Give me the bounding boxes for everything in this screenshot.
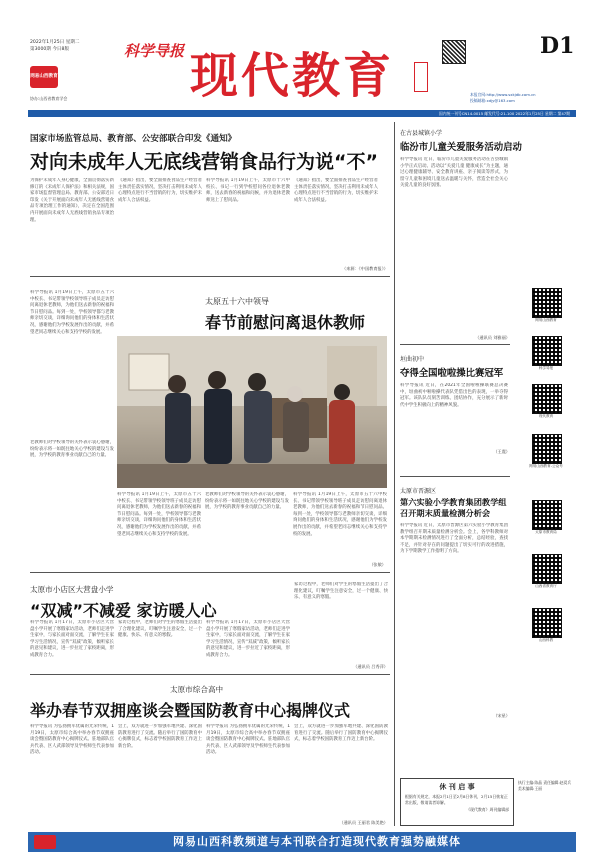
side-story-3 <box>400 480 510 719</box>
side-story-2 <box>400 348 510 455</box>
side-story-1 <box>400 122 522 341</box>
qr-label-1: 网易山西教育 <box>535 318 557 322</box>
notice-box <box>400 778 514 826</box>
section-strip <box>28 110 576 117</box>
double-body-3: 科学导报讯 1月17日，太原市小店区大营盘小学开展了寒假家访活动，老师们走进学生家中，与家长面对面交流，了解学生在家学习生活情况，宣传“双减”政策，倾听家长的意见和建议，进一步拉近了家校距离，形成教育合力。 <box>206 620 290 658</box>
qr-code-5[interactable] <box>532 500 562 530</box>
defense-body-4: 会上，双方就进一步加强军地共建、深化国防教育进行了交流。随后举行了国防教育中心揭牌仪式，标志着学校国防教育工作迈上新台阶。 <box>294 724 388 743</box>
notice-title: 休 刊 启 事 <box>439 783 475 791</box>
teachers-body-3: 科学导报讯 1月19日上午，太原市五十六中校长、书记带领学校领导班子成员走访慰问离退休老教师，为他们送去新春的祝福和节日慰问品。每到一处，学校领导都与老教师亲切交谈，详细询问他们的身体和生活状况，感谢他们为学校发展作出的贡献，并希望老同志继续关心和支持学校的发展。 <box>293 492 387 537</box>
masthead-title: 现代教育 <box>190 48 395 104</box>
teachers-credit: （张敏） <box>369 562 386 567</box>
qr-code-7[interactable] <box>532 608 562 638</box>
defense-headline: 举办春节双拥座谈会暨国防教育中心揭牌仪式 <box>30 701 351 720</box>
teachers-photo-art <box>117 336 387 488</box>
lead-body-col1: 为保护未成年人身心健康，全面贯彻落实新修订的《未成年人保护法》和相关法规，国家市场监督管理总局、教育部、公安部近日印发《关于开展面向未成年人无底线营销食品专项治理工作的通知》，决定在全国范围内开展面向未成年人无底线营销食品专项治理。 <box>30 178 114 223</box>
partner-logo <box>30 66 58 88</box>
double-body-2: 家访过程中，老师们对学生的寒假生活提出了合理化建议，叮嘱学生注意安全，过一个健康、快乐、有意义的寒假。 <box>118 620 202 639</box>
teachers-kicker: 太原五十六中领导 <box>205 297 269 306</box>
masthead-stamp <box>414 62 428 92</box>
masthead-qr[interactable] <box>442 40 466 64</box>
side-story-1-kicker: 在古县城镇小学 <box>400 130 443 137</box>
qr-label-4: 网易山西教育-公众号 <box>529 464 563 468</box>
side-story-1-body: 科学导报讯 近日，临汾市儿童关爱服务活动在古县城镇小学正式启动。活动以“关爱儿童 健康成长”为主题，通过心理健康辅导、安全教育讲座、亲子阅读等形式，为留守儿童和困境儿童送去温暖与关怀，营造全社会关心关爱儿童的良好氛围。 <box>400 157 508 189</box>
defense-body-1: 科学导报讯 为弘扬拥军优属的光荣传统，1月19日，太原市综合高中举办春节双拥座谈会暨国防教育中心揭牌仪式。驻地部队官兵代表、区人武部领导及学校师生代表参加活动。 <box>30 724 114 756</box>
side-story-3-headline: 第六实验小学教育集团教学组召开期末质量检测分析会 <box>400 497 507 518</box>
defense-body-2: 会上，双方就进一步加强军地共建、深化国防教育进行了交流。随后举行了国防教育中心揭牌仪式，标志着学校国防教育工作迈上新台阶。 <box>118 724 202 749</box>
side-story-3-kicker: 太原市晋源区 <box>400 488 437 495</box>
qr-code-1[interactable] <box>532 288 562 318</box>
divider-lead <box>30 276 390 277</box>
divider-side-2 <box>400 476 510 477</box>
footer-banner-text: 网易山西科教频道与本刊联合打造现代教育强势融媒体 <box>173 835 461 848</box>
partner-label: 网易山西教育 <box>30 74 58 79</box>
notice-sign: 《现代教育》周刊编辑部 <box>466 807 509 813</box>
side-story-1-headline: 临汾市儿童关爱服务活动启动 <box>400 142 522 153</box>
teachers-body-1: 科学导报讯 1月19日上午，太原市五十六中校长、书记带领学校领导班子成员走访慰问离退休老教师，为他们送去新春的祝福和节日慰问品。每到一处，学校领导都与老教师亲切交谈，详细询问他们的身体和生活状况，感谢他们为学校发展作出的贡献，并希望老同志继续关心和支持学校的发展。 <box>117 492 201 537</box>
masthead-sideline-1[interactable]: 本报官网:http://www.sxkjdb.com.cn <box>470 92 536 97</box>
defense-credit: （通讯员 王丽君 陈美艳） <box>339 820 388 825</box>
editors-line: 执行主编:陈晶 责任编辑:赵爱兵 美术编辑:王丽 <box>518 780 572 791</box>
masthead-sideline-2[interactable]: 投稿邮箱:xdjy@163.com <box>470 98 515 103</box>
page-label: D1 <box>540 33 575 59</box>
side-story-3-body: 科学导报讯 近日，太原市晋源区第六实验小学教育集团教学组召开期末质量检测分析会。会上，各学科教师对本学期期末检测情况进行了全面分析，总结经验，查找不足，并针对存在的问题提出了切实可行的改进措施，为下学期教学工作指明了方向。 <box>400 523 508 555</box>
divider-side-1 <box>400 344 510 345</box>
footer-banner <box>28 832 576 852</box>
double-body-1: 科学导报讯 1月17日，太原市小店区大营盘小学开展了寒假家访活动，老师们走进学生家中，与家长面对面交流，了解学生在家学习生活情况，宣传“双减”政策，倾听家长的意见和建议，进一步拉近了家校距离，形成教育合力。 <box>30 620 114 658</box>
defense-body-3: 科学导报讯 为弘扬拥军优属的光荣传统，1月19日，太原市综合高中举办春节双拥座谈会暨国防教育中心揭牌仪式。驻地部队官兵代表、区人武部领导及学校师生代表参加活动。 <box>206 724 290 756</box>
double-body-4: 家访过程中，老师们对学生的寒假生活提出了合理化建议，叮嘱学生注意安全，过一个健康、快乐、有意义的寒假。 <box>294 582 388 601</box>
left-column-text-b: 老教师们对学校领导的关怀表示衷心感谢，纷纷表示将一如既往地关心学校的建设与发展，为学校的教育事业贡献自己的力量。 <box>30 440 114 459</box>
qr-label-6: 山西省教育厅 <box>535 584 557 588</box>
side-story-3-credit: （宋星） <box>493 713 510 718</box>
qr-code-6[interactable] <box>532 554 562 584</box>
double-kicker: 太原市小店区大营盘小学 <box>30 585 114 594</box>
qr-strip <box>518 122 576 826</box>
partner-sub: 协办:山西省教育学会 <box>30 96 68 101</box>
side-story-2-credit: （王震） <box>493 449 510 454</box>
footer-logo <box>34 835 56 849</box>
column-divider <box>394 122 395 826</box>
side-story-2-headline: 夺得全国啦啦操比赛冠军 <box>400 368 504 379</box>
divider-double <box>30 674 390 675</box>
divider-teachers <box>30 572 390 573</box>
lead-body-col4: 《通知》指出，要全面排查食品生产经营者主体责任落实情况，坚决打击利用未成年人心理特点进行不当营销的行为，切实维护未成年人合法权益。 <box>294 178 378 203</box>
left-column-text-a: 科学导报讯 1月19日上午，太原市五十六中校长、书记带领学校领导班子成员走访慰问离退休老教师，为他们送去新春的祝福和节日慰问品。每到一处，学校领导都与老教师亲切交谈，详细询问他们的身体和生活状况，感谢他们为学校发展作出的贡献，并希望老同志继续关心和支持学校的发展。 <box>30 290 114 335</box>
lead-credit: （来源：《中国教育报》） <box>341 266 388 271</box>
qr-label-7: 山西科教 <box>538 638 554 642</box>
lead-headline: 对向未成年人无底线营销食品行为说“不” <box>30 151 378 173</box>
qr-label-2: 科学导报 <box>538 366 554 370</box>
qr-code-4[interactable] <box>532 434 562 464</box>
qr-label-5: 太原市教育局 <box>535 530 557 534</box>
side-story-2-kicker: 垣曲初中 <box>400 356 425 363</box>
teachers-headline: 春节前慰问离退休教师 <box>205 313 366 332</box>
teachers-photo <box>117 336 387 488</box>
qr-label-3: 现代教育 <box>538 414 554 418</box>
lead-kicker: 国家市场监管总局、教育部、公安部联合印发《通知》 <box>30 134 237 144</box>
qr-code-3[interactable] <box>532 384 562 414</box>
side-story-1-credit: （通讯员 刘雅丽） <box>475 335 510 340</box>
double-headline: “双减”不减爱 家访暖人心 <box>30 601 217 620</box>
teachers-body-2: 老教师们对学校领导的关怀表示衷心感谢，纷纷表示将一如既往地关心学校的建设与发展，为学校的教育事业贡献自己的力量。 <box>205 492 289 511</box>
section-strip-text: 国内统一刊号CN14-0015 邮发代号:21-100 2022年1月25日 星期二 第47期 <box>439 111 570 116</box>
qr-code-2[interactable] <box>532 336 562 366</box>
defense-kicker: 太原市综合高中 <box>170 685 224 694</box>
notice-body: 根据有关规定，本报2月1日至2月8日休刊，2月15日恢复正常出版，敬请读者谅解。 <box>405 794 508 805</box>
double-credit: （通讯员 吕秀萍） <box>353 664 388 669</box>
side-story-2-body: 科学导报讯 近日，在2021年全国啦啦操联赛总决赛中，垣曲初中啦啦操代表队凭借出色的表现，一举夺得冠军。该队队员刻苦训练、团结协作，充分展示了新时代中学生积极向上的精神风貌。 <box>400 383 508 408</box>
issue-line: 第3000期 今日8版 <box>30 47 70 52</box>
masthead <box>0 0 605 112</box>
brand-slogan: 科学导报 <box>124 42 185 60</box>
date-line: 2022年1月25日 星期二 <box>30 40 80 45</box>
lead-body-col2: 《通知》指出，要全面排查食品生产经营者主体责任落实情况，坚决打击利用未成年人心理特点进行不当营销的行为，切实维护未成年人合法权益。 <box>118 178 202 203</box>
lead-body-col3: 科学导报讯 1月19日上午，太原市十六中校长、书记一行到学校慰问各位退休老教师，送去新春的祝福和问候，并为退休老教师送上了慰问品。 <box>206 178 290 203</box>
